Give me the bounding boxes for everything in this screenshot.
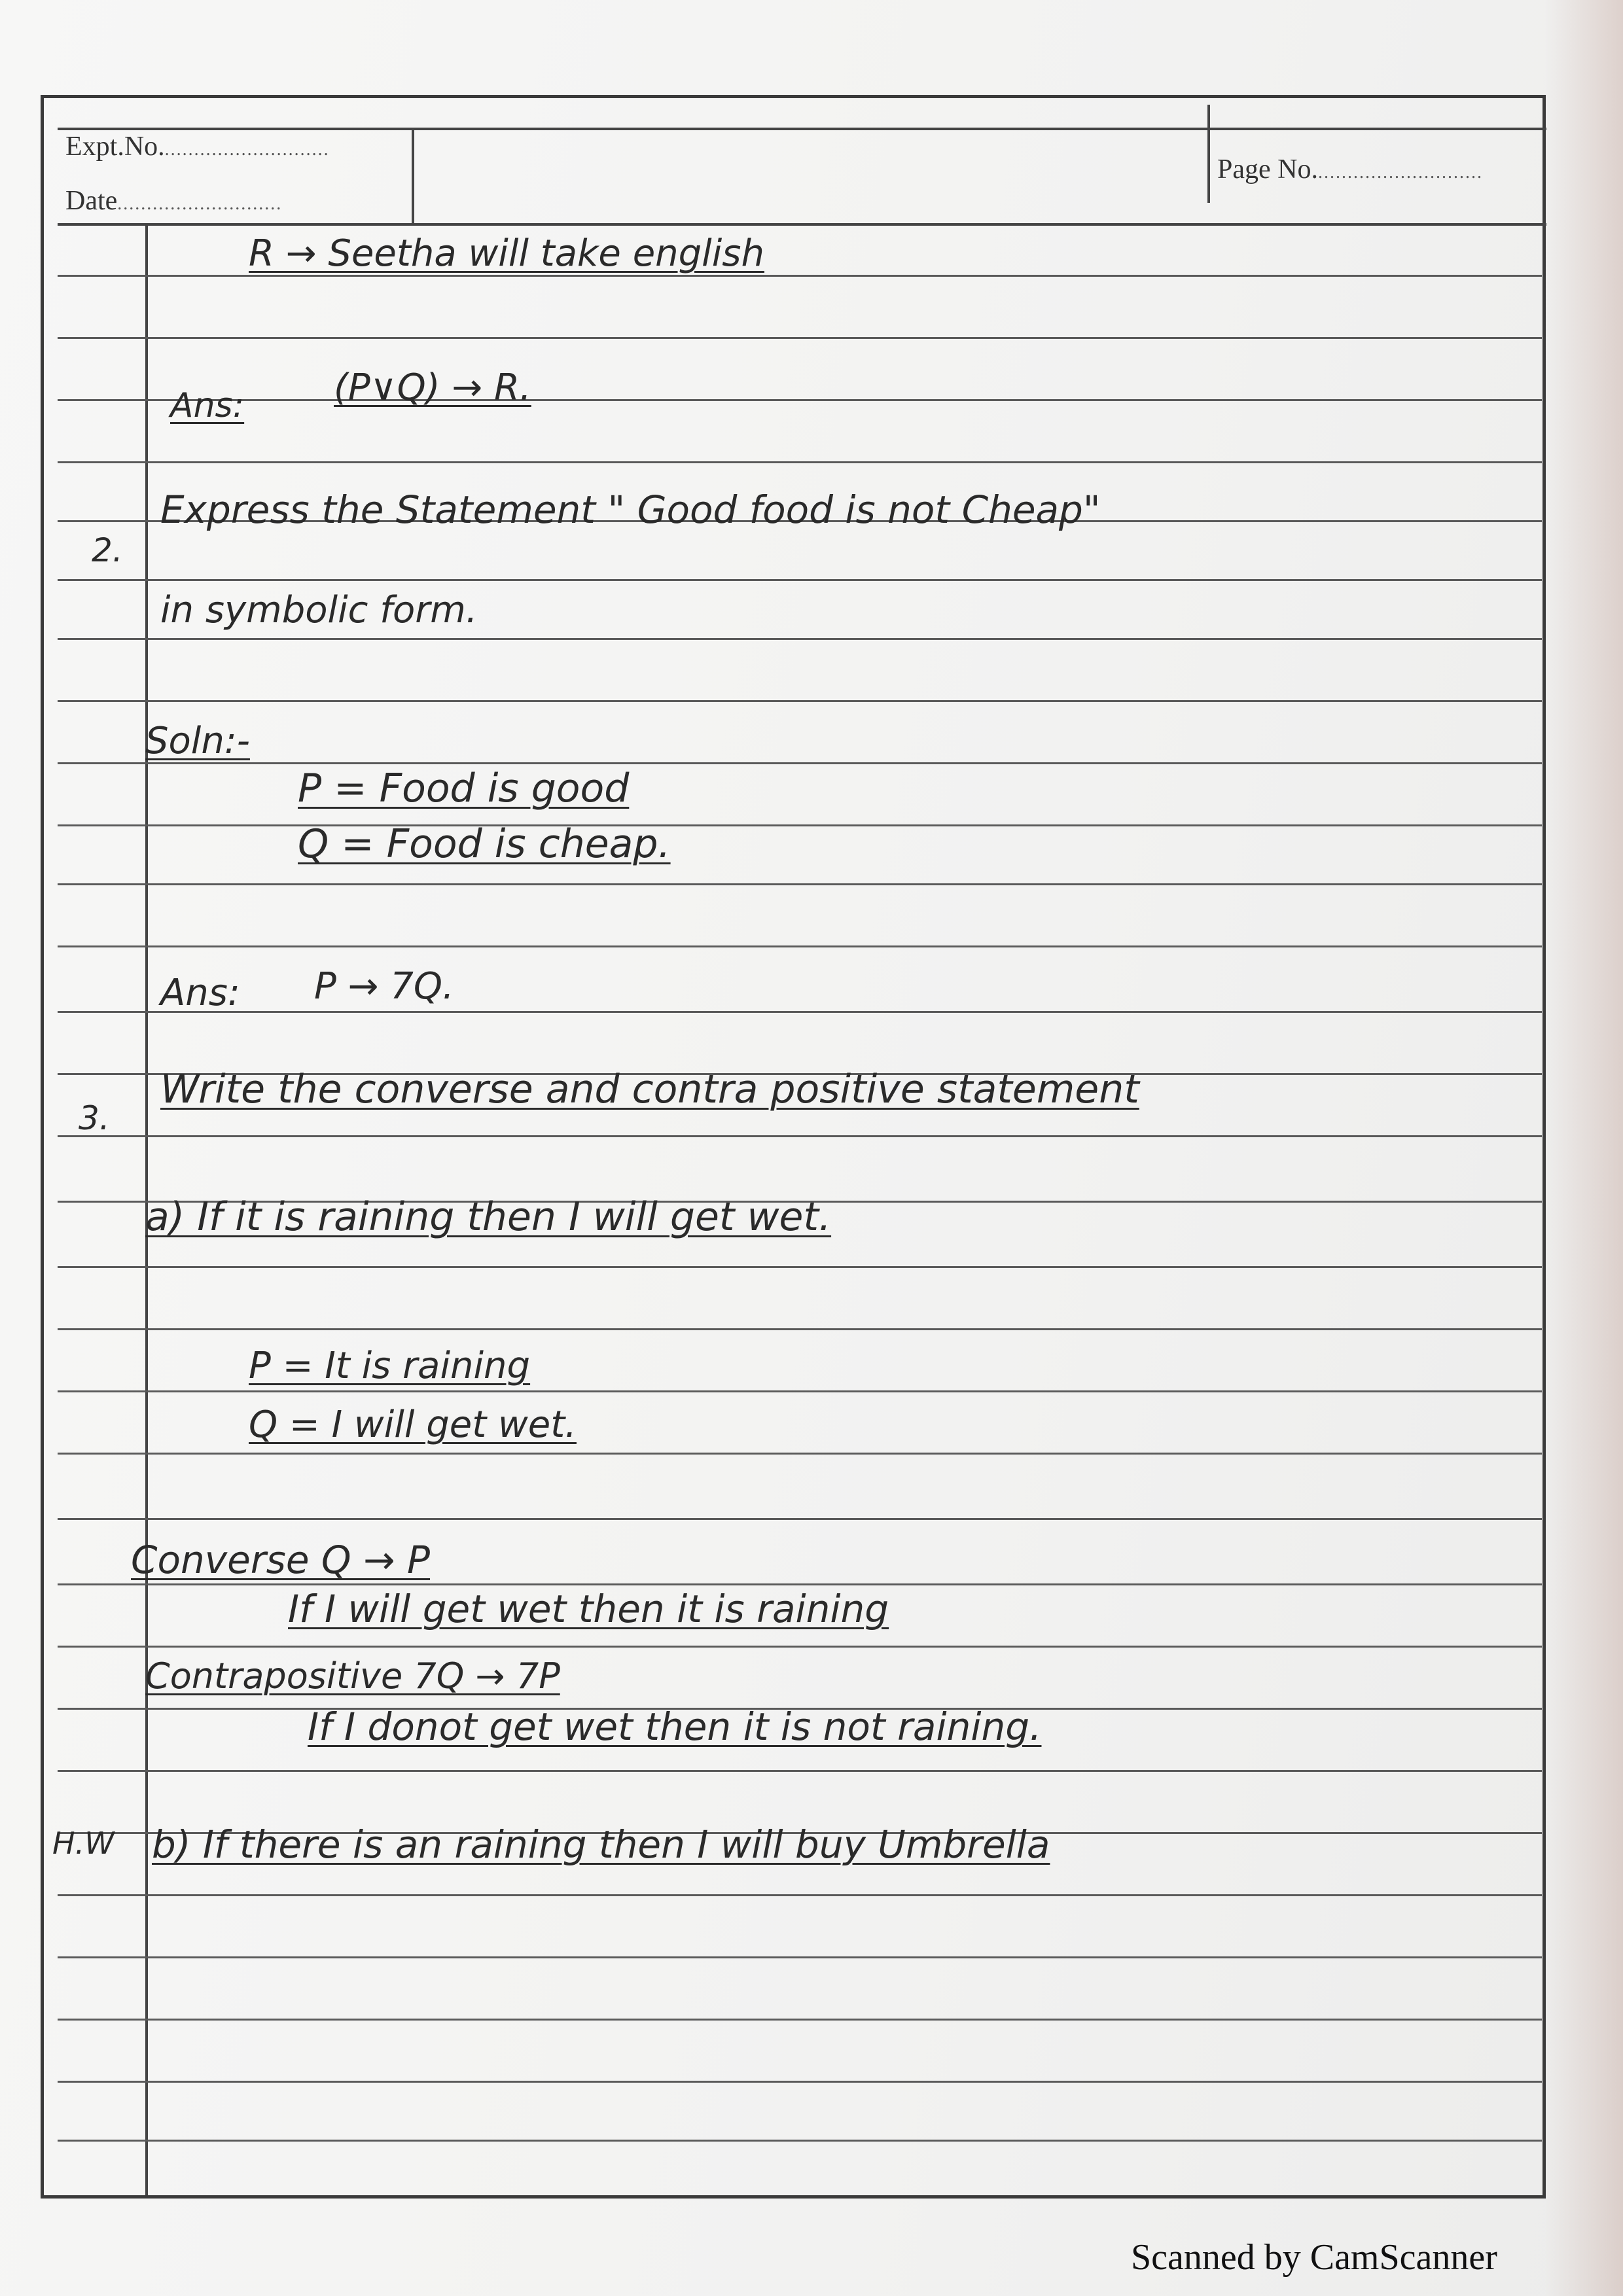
expt-no-dots: ............................ [164,139,330,160]
ruled-line [58,2081,1542,2083]
ruled-line [58,638,1542,640]
ruled-line [58,1390,1542,1392]
ruled-line [58,1583,1542,1585]
ruled-line [58,2019,1542,2021]
a-q-definition: Q = I will get wet. [249,1404,577,1446]
page-no-field [1217,154,1483,185]
page-no-label: Page No. [1217,154,1318,185]
ruled-line [58,399,1542,401]
ruled-line [58,824,1542,826]
ruled-line [58,1135,1542,1137]
line-r-definition: R → Seetha will take english [249,232,764,275]
converse-label: Converse Q → P [131,1538,431,1582]
page-border [41,95,1546,2199]
ruled-line [58,1453,1542,1455]
q3-text: Write the converse and contra positive statement [160,1067,1139,1112]
ruled-line [58,461,1542,463]
ruled-line [58,700,1542,702]
expt-no-field [65,131,330,162]
page-edge-shadow [1544,0,1623,2296]
ans2-value: P → 7Q. [314,965,454,1008]
ruled-line [58,1894,1542,1896]
ruled-line [58,1011,1542,1013]
ruled-line [58,1956,1542,1958]
ruled-line [58,337,1542,339]
ans1-label: Ans: [170,386,245,425]
ruled-line [58,1518,1542,1520]
expt-no-label: Expt.No. [65,132,165,162]
q2-line1: Express the Statement " Good food is not Cheap" [160,487,1101,532]
q-definition: Q = Food is cheap. [298,821,671,867]
part-b-text: b) If there is an raining then I will buy Umbrella [152,1822,1050,1867]
ruled-line [58,579,1542,581]
q2-number: 2. [92,531,123,569]
ans1-value: (P∨Q) → R. [334,366,531,409]
ruled-line [58,2140,1542,2142]
soln-label: Soln:- [145,720,250,762]
a-p-definition: P = It is raining [249,1345,531,1387]
q3-number: 3. [79,1099,110,1137]
q2-line2: in symbolic form. [160,589,478,631]
ans2-label: Ans: [160,972,240,1014]
ruled-line [58,1646,1542,1648]
date-label: Date [65,186,118,216]
ruled-line [58,945,1542,947]
homework-label: H.W [52,1826,115,1861]
ruled-line [58,1770,1542,1772]
contrapositive-label: Contrapositive 7Q → 7P [145,1655,560,1697]
ruled-line [58,275,1542,277]
date-dots: ............................ [117,194,283,214]
converse-text: If I will get wet then it is raining [288,1587,889,1631]
ruled-line [58,762,1542,764]
ruled-line [58,1266,1542,1268]
date-field [65,185,282,217]
part-a-text: a) If it is raining then I will get wet. [145,1194,832,1240]
scanner-watermark: Scanned by CamScanner [1131,2237,1497,2278]
ruled-line [58,883,1542,885]
page-no-dots: ............................ [1317,162,1483,183]
contrapositive-text: If I donot get wet then it is not raining. [308,1704,1042,1749]
ruled-line [58,1328,1542,1330]
p-definition: P = Food is good [298,766,630,811]
